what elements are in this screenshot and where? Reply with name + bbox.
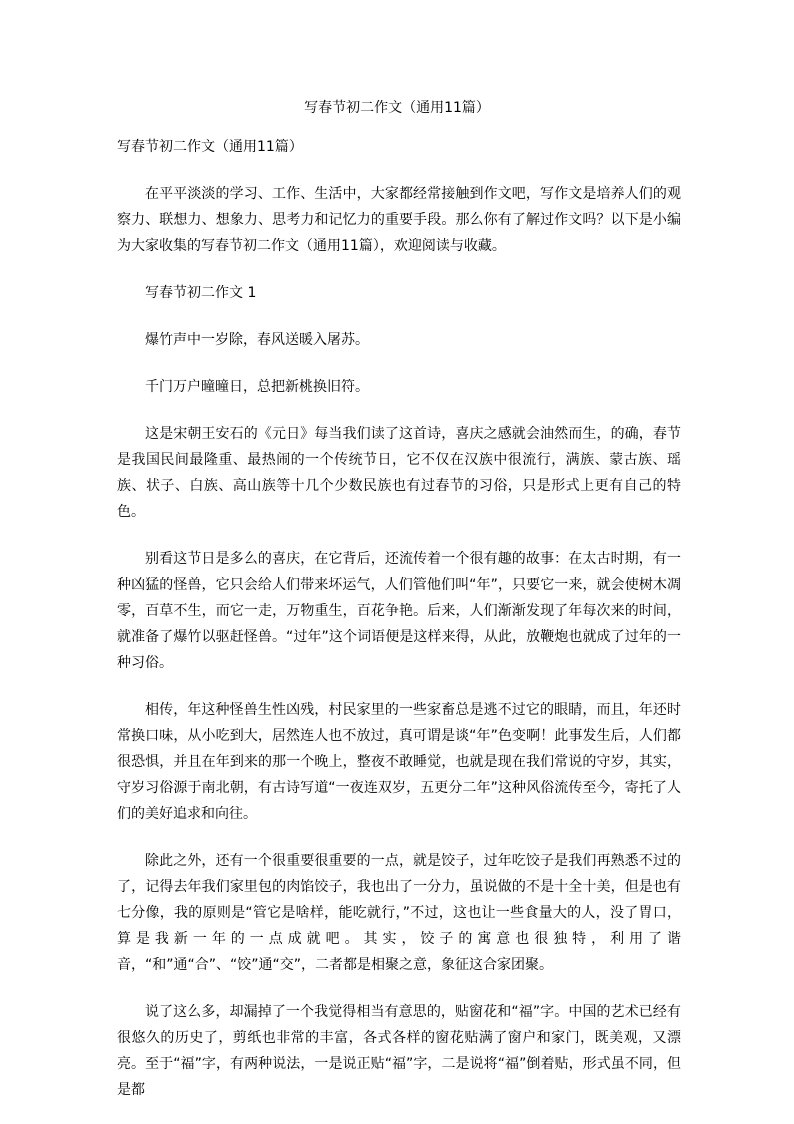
body-paragraph: 相传，年这种怪兽生性凶残，村民家里的一些家畜总是逃不过它的眼睛，而且，年还时常换口味，从小吃到大，居然连人也不放过，真可谓是谈“年”色变啊！此事发生后，人们都很恐惧，并且在年到来的那一个晚上，整夜不敢睡觉，也就是现在我们常说的守岁，其实，守岁习俗源于南北朝，有古诗写道“一夜连双岁，五更分二年”这种风俗流传至今，寄托了人们的美好追求和向往。 — [117, 702, 681, 822]
document-body — [117, 134, 681, 1124]
body-paragraph: 这是宋朝王安石的《元日》每当我们读了这首诗，喜庆之感就会油然而生，的确，春节是我国民间最隆重、最热闹的一个传统节日，它不仅在汉族中很流行，满族、蒙古族、瑶族、状子、白族、高山族等十几个少数民族也有过春节的习俗，只是形式上更有自己的特色。 — [117, 426, 681, 520]
body-paragraph: 除此之外，还有一个很重要很重要的一点，就是饺子，过年吃饺子是我们再熟悉不过的了，记得去年我们家里包的肉馅饺子，我也出了一分力，虽说做的不是十全十美，但是也有七分像，我的原则是“管它是啥样，能吃就行，”不过，这也让一些食量大的人，没了胃口，算是我新一年的一点成就吧。其实，饺子的寓意也很独特，利用了谐音，“和”通“合”、“饺”通“交”，二者都是相聚之意，象征这合家团聚。 — [117, 853, 681, 973]
section-heading: 写春节初二作文 1 — [145, 285, 257, 301]
document-subtitle: 写春节初二作文（通用11篇） — [117, 139, 303, 155]
poem-line-1: 爆竹声中一岁除，春风送暖入屠苏。 — [145, 332, 369, 348]
body-paragraph: 说了这么多，却漏掉了一个我觉得相当有意思的，贴窗花和“福”字。中国的艺术已经有很悠久的历史了，剪纸也非常的丰富，各式各样的窗花贴满了窗户和家门，既美观，又漂亮。至于“福”字，有两种说法，一是说正贴“福”字，二是说将“福”倒着贴，形式虽不同，但是都 — [117, 1004, 681, 1098]
poem-line-2: 千门万户曈曈日，总把新桃换旧符。 — [145, 379, 369, 395]
intro-paragraph: 在平平淡淡的学习、工作、生活中，大家都经常接触到作文吧，写作文是培养人们的观察力、联想力、想象力、思考力和记忆力的重要手段。那么你有了解过作文吗？以下是小编为大家收集的写春节初二作文（通用11篇），欢迎阅读与收藏。 — [117, 186, 681, 254]
body-paragraph: 别看这节日是多么的喜庆，在它背后，还流传着一个很有趣的故事：在太古时期，有一种凶猛的怪兽，它只会给人们带来坏运气，人们管他们叫“年”，只要它一来，就会使树木凋零，百草不生，而它一走，万物重生，百花争艳。后来，人们渐渐发现了年每次来的时间，就准备了爆竹以驱赶怪兽。“过年”这个词语便是这样来得，从此，放鞭炮也就成了过年的一种习俗。 — [117, 551, 681, 671]
document-title: 写春节初二作文（通用11篇） — [304, 100, 490, 116]
